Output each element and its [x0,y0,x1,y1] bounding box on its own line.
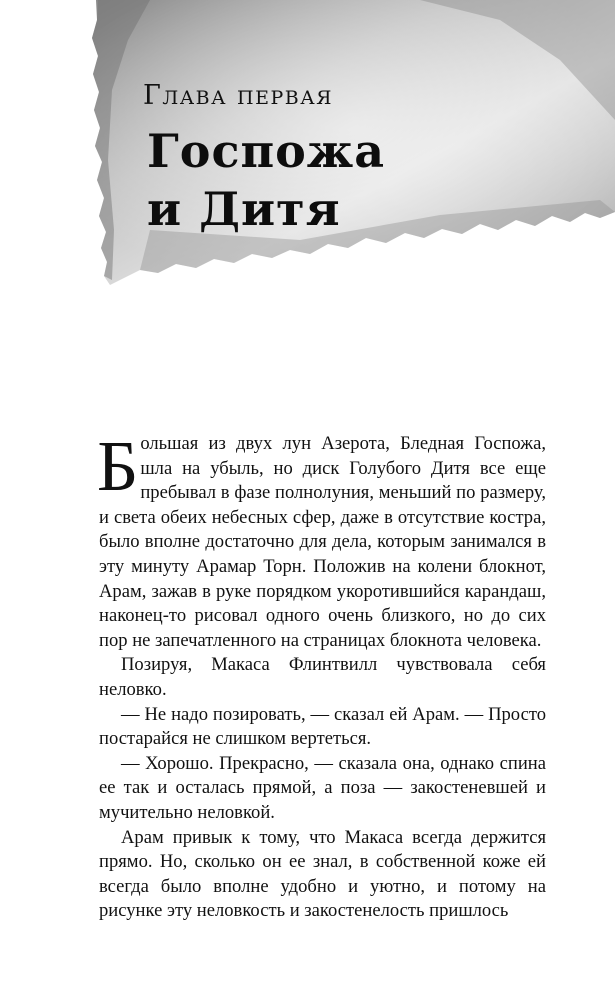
chapter-title [147,122,385,238]
paragraph-1 [97,426,546,653]
chapter-body [97,426,546,924]
paragraph-3: — Не надо позировать, — сказал ей Арам. — Просто постарайся не слишком вертеться. [99,703,546,750]
paragraph-5: Арам привык к тому, что Макаса всегда держится прямо. Но, сколько он ее знал, в собственной коже ей всегда было вполне удобно и уютно, и потому на рисунке эту неловкость и закостенелость пришлось [99,826,546,922]
paragraph-2: Позируя, Макаса Флинтвилл чувствовала себя неловко. [99,654,546,700]
chapter-title-line-1: Госпожа [147,124,386,178]
paragraph-1-text: ольшая из двух лун Азерота, Бледная Госпожа, шла на убыль, но диск Голубого Дитя все еще пребывал в фазе полнолуния, меньший по размеру, и света обеих небесных сфер, даже в отсутствие костра, было вполне достаточно для дела, которым занимался в эту минуту Арамар Торн. Положив на колени блокнот, Арам, зажав в руке порядком укоротившийся карандаш, наконец-то рисовал одного очень близкого, но до сих пор не запечатленного на страницах блокнота человека. [99,433,546,651]
chapter-label: Глава первая [143,80,333,111]
paragraph-4: — Хорошо. Прекрасно, — сказала она, однако спина ее так и осталась прямой, а поза — закостеневшей и мучительно неловкой. [99,752,546,823]
chapter-title-line-2: и Дитя [147,182,341,236]
drop-cap: Б [97,426,139,506]
